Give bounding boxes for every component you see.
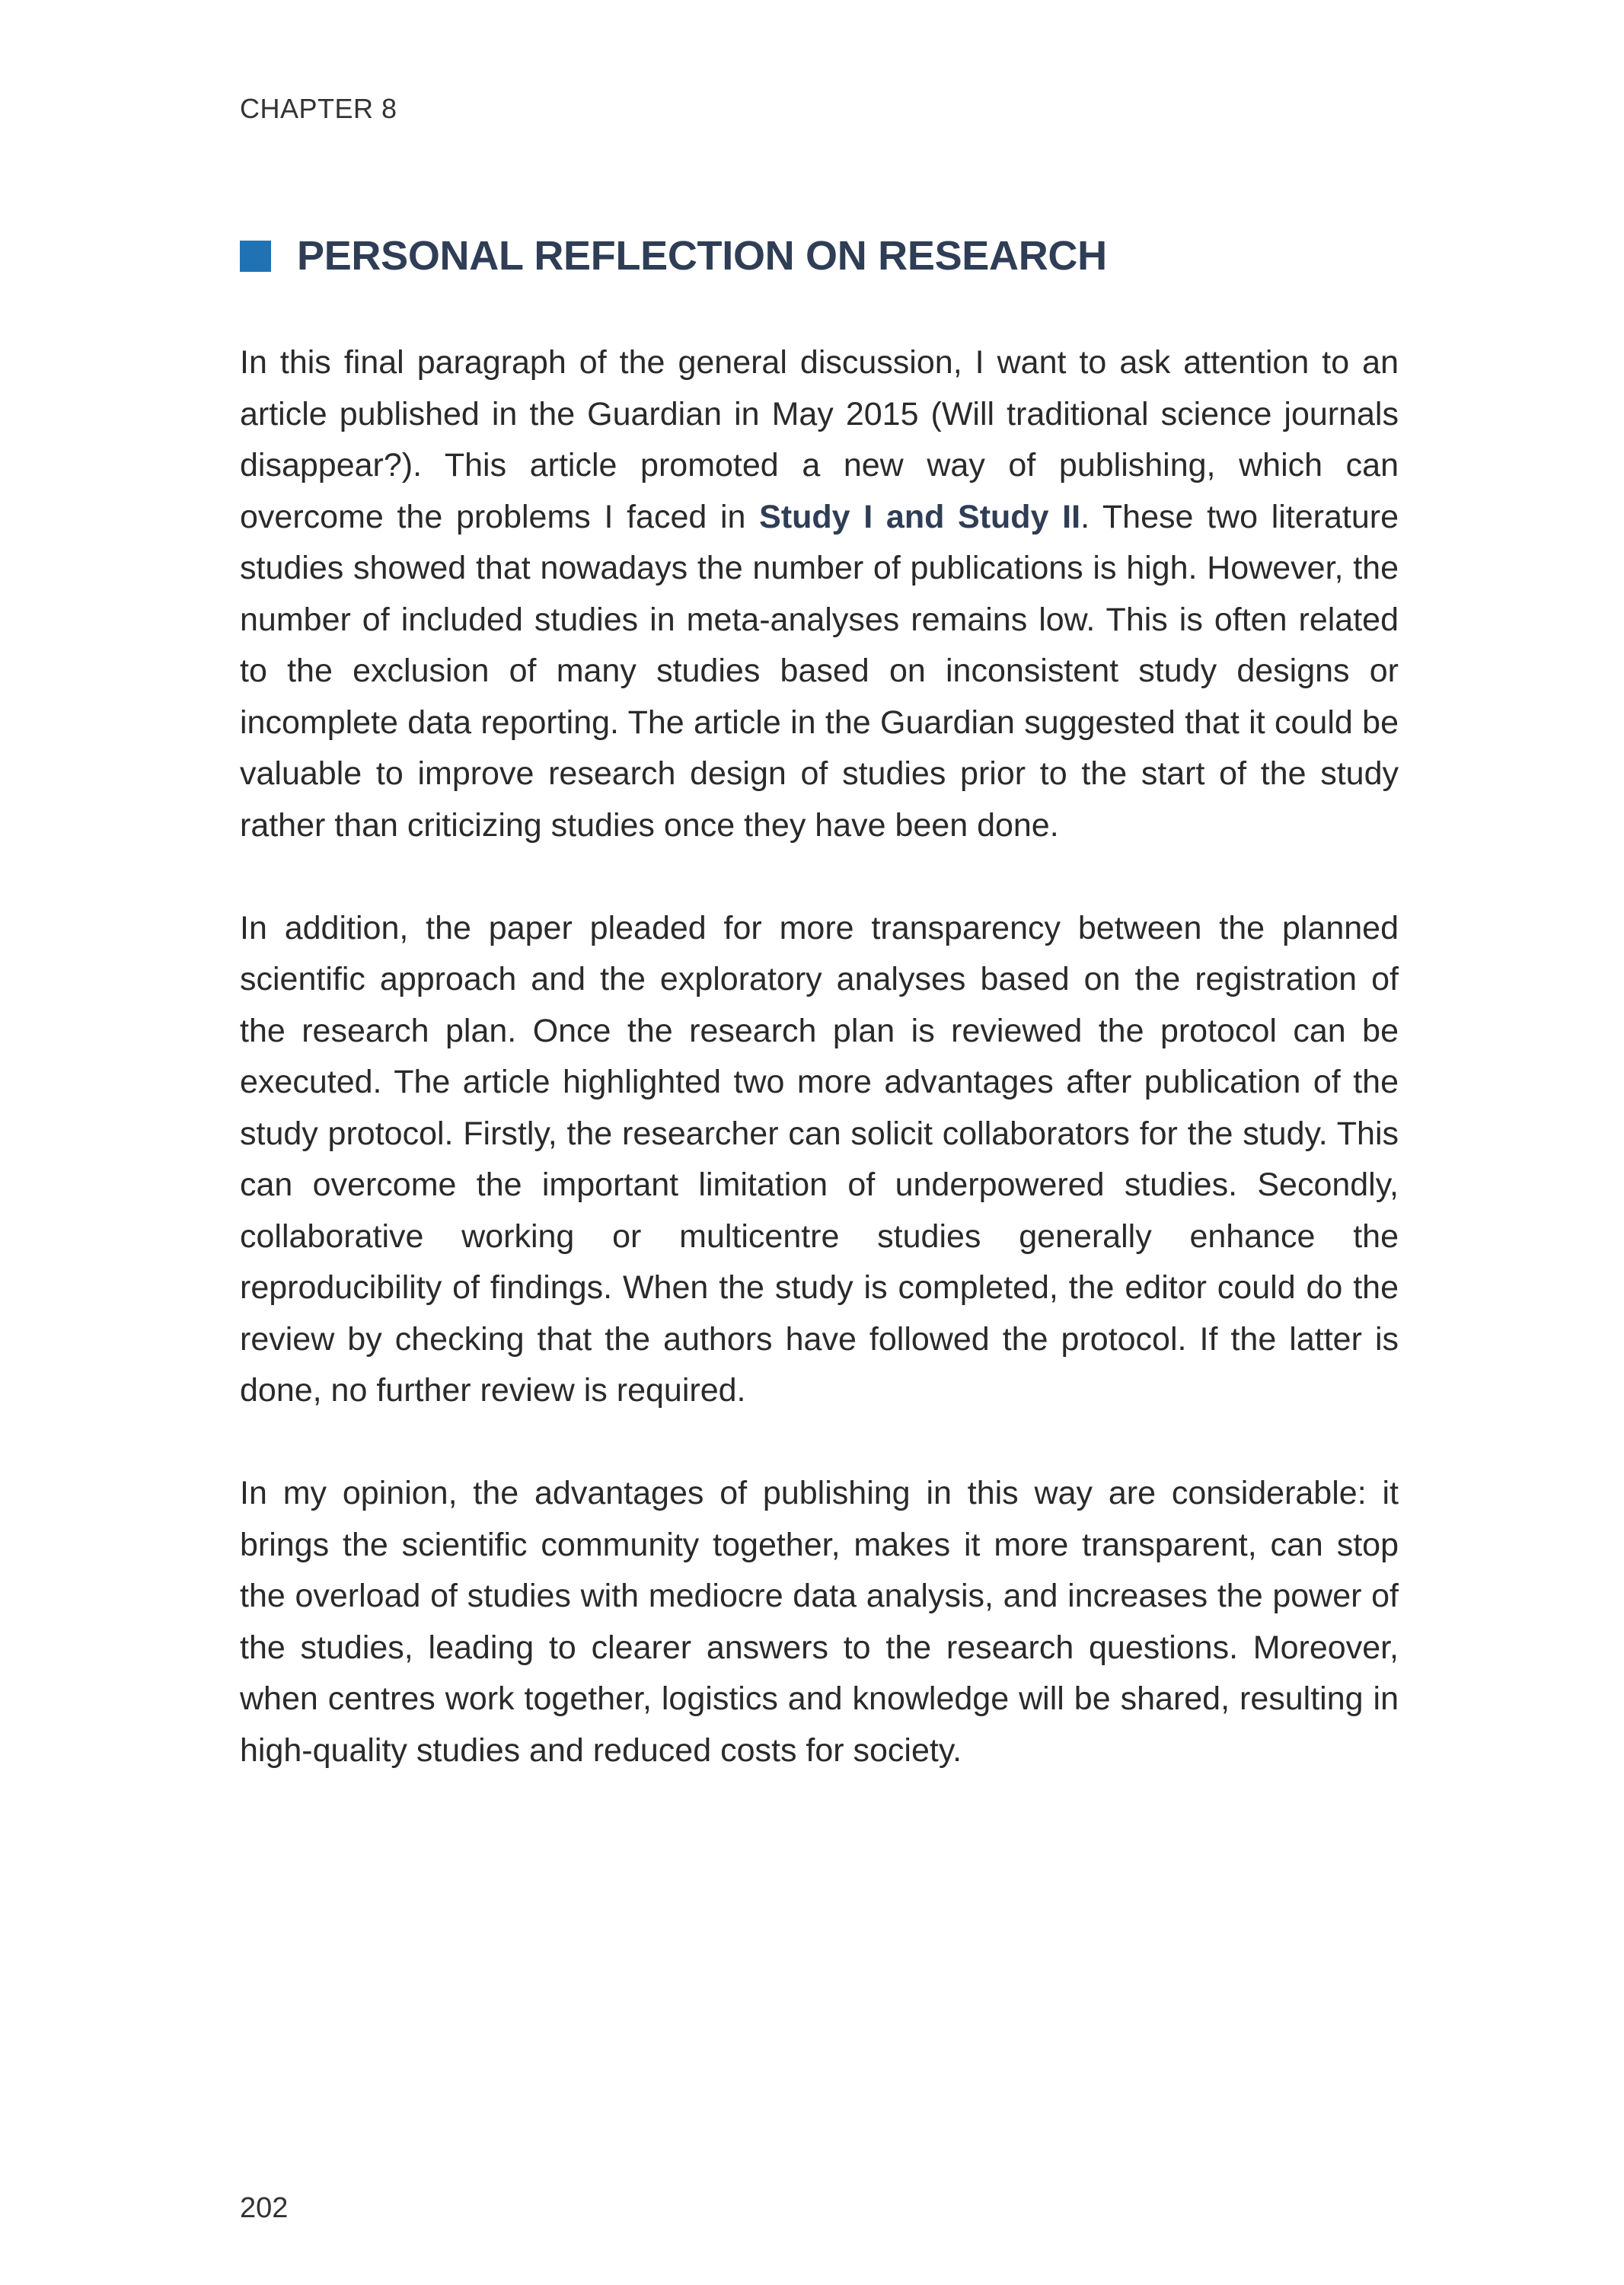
running-head: CHAPTER 8 (240, 93, 397, 124)
section-heading (240, 232, 1107, 279)
paragraph-1-text-end: . These two literature studies showed that nowadays the number of publications is high. However, the number of included studies in meta-analyses remains low. This is often related to the exclusion of many studies based on inconsistent study designs or incomplete data reporting. The article in the Guardian suggested that it could be valuable to improve research design of studies prior to the start of the study rather than criticizing studies once they have been done. (240, 498, 1399, 844)
paragraph-1-emphasis: Study I and Study II (759, 498, 1081, 535)
heading-square-icon (240, 241, 271, 272)
paragraph-3: In my opinion, the advantages of publishing in this way are considerable: it brings the scientific community together, makes it more transparent, can stop the overload of studies with mediocre data analysis, and increases the power of the studies, leading to clearer answers to the research questions. Moreover, when centres work together, logistics and knowledge will be shared, resulting in high-quality studies and reduced costs for society. (240, 1475, 1399, 1769)
section-title: PERSONAL REFLECTION ON RESEARCH (297, 233, 1107, 279)
paragraph-1 (240, 337, 1399, 851)
body-text (240, 337, 1399, 1828)
paragraph-2: In addition, the paper pleaded for more transparency between the planned scientific approach and the exploratory analyses based on the registration of the research plan. Once the research plan is reviewed the protocol can be executed. The article highlighted two more advantages after publication of the study protocol. Firstly, the researcher can solicit collaborators for the study. This can overcome the important limitation of underpowered studies. Secondly, collaborative working or multicentre studies generally enhance the reproducibility of findings. When the study is completed, the editor could do the review by checking that the authors have followed the protocol. If the latter is done, no further review is required. (240, 909, 1399, 1409)
paragraph-1-text-start: In this final paragraph of the general discussion, I want to ask attention to an article published in the Guardian in May 2015 (Will traditional science journals disappear?). This article promoted a new way of publishing, which can overcome the problems I faced in (240, 344, 1399, 535)
page-number: 202 (240, 2192, 289, 2224)
